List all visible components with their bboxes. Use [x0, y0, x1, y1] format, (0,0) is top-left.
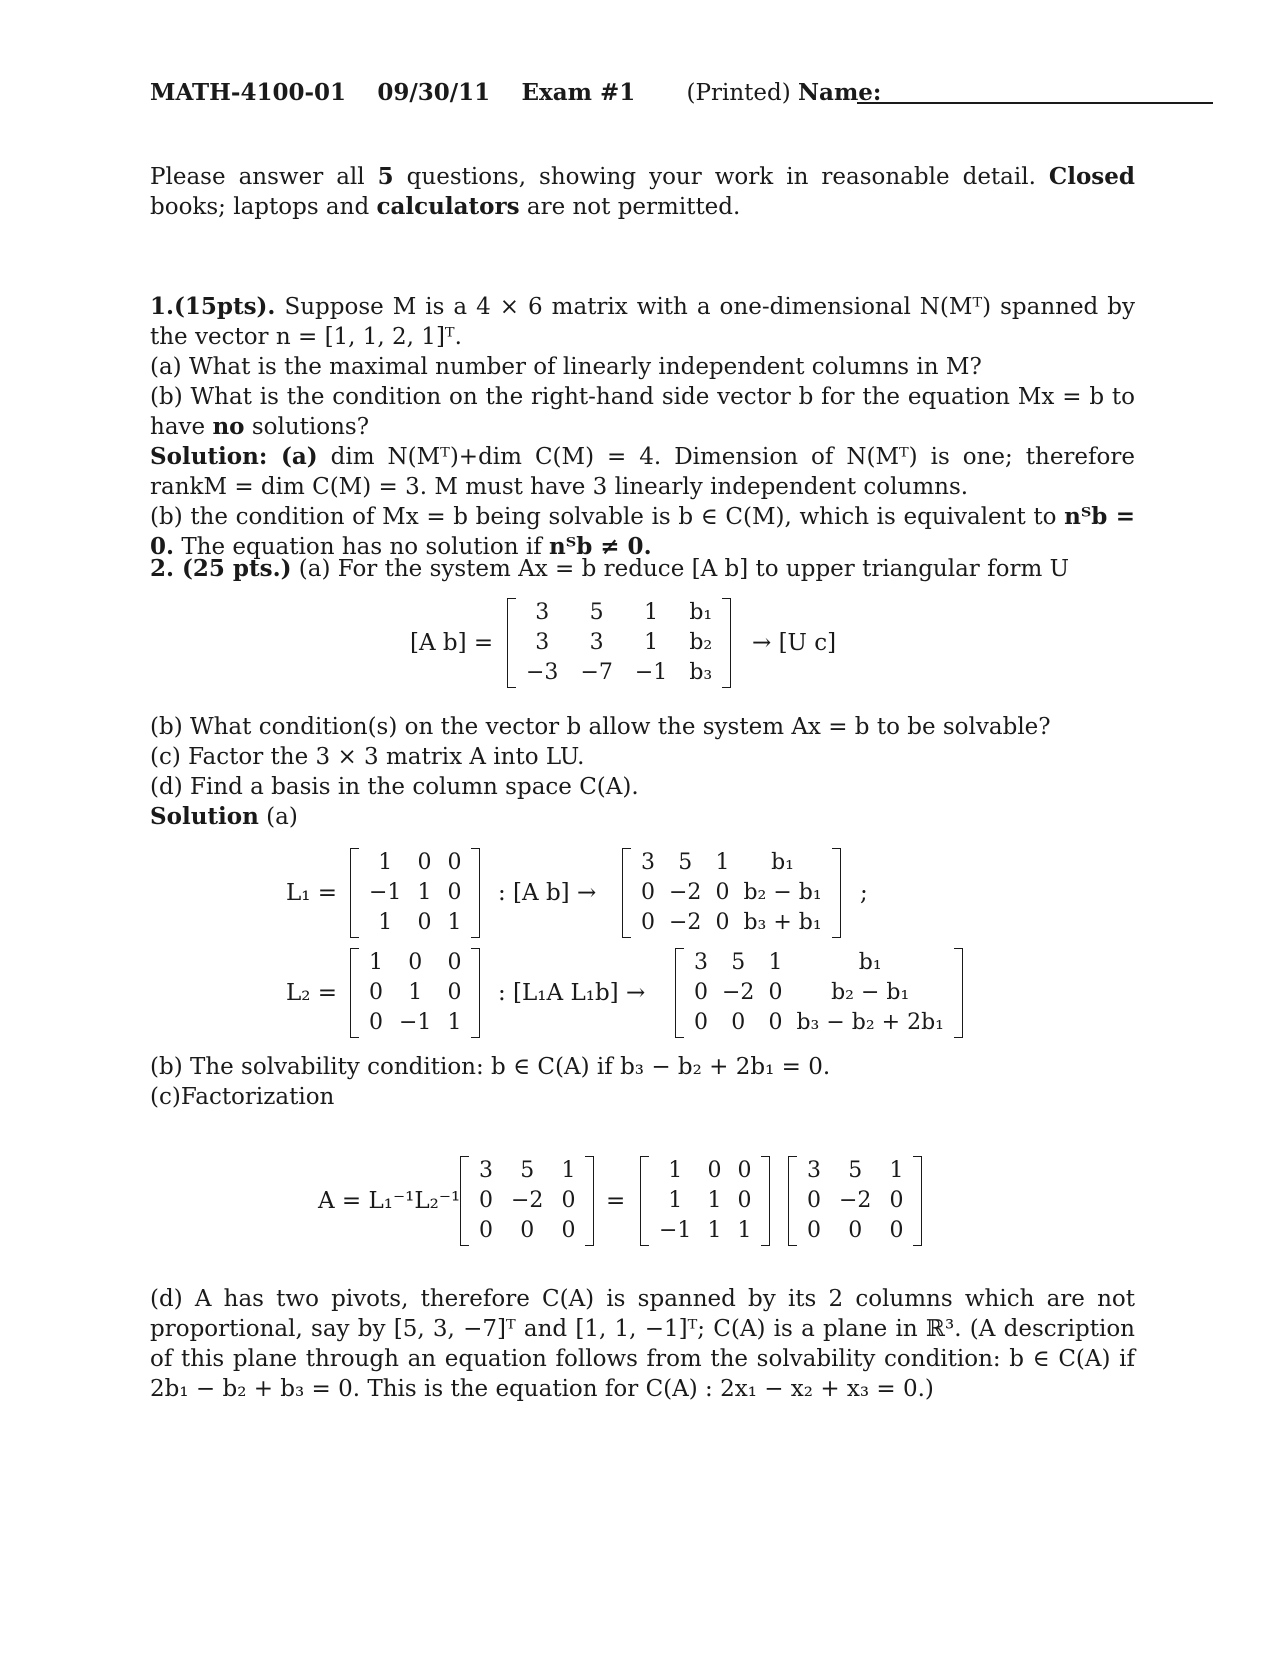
matrix-grid [516, 598, 722, 688]
uc-label: → [U c] [752, 630, 837, 656]
matrix-cell: 5 [848, 1158, 863, 1183]
name-label: Name: [798, 79, 882, 106]
matrix-cell: −1 [659, 1218, 692, 1243]
matrix-cell: b₁ [689, 600, 713, 625]
q1-solution-b-neq: nᵀb ≠ 0. [549, 533, 652, 560]
q1-statement: Suppose M is a 4 × 6 matrix with a one-dimensional N(Mᵀ) spanned by the vector n = [1, 1, 2, 1]ᵀ. [150, 294, 1135, 350]
matrix-cell: 0 [889, 1188, 904, 1213]
matrix-cell: b₂ − b₁ [743, 880, 822, 905]
instr-text: Please answer all [150, 164, 378, 190]
matrix-cell: 0 [369, 980, 383, 1005]
u-matrix [460, 1156, 594, 1246]
r2-matrix [675, 948, 963, 1038]
bracket-right [471, 948, 480, 1038]
matrix-grid [359, 848, 471, 938]
bracket-right [954, 948, 963, 1038]
matrix-cell: 0 [715, 880, 730, 905]
matrix-cell: 0 [369, 1010, 383, 1035]
matrix-cell: 0 [807, 1218, 821, 1243]
matrix-cell: b₂ − b₁ [831, 980, 910, 1005]
r1-matrix [622, 848, 841, 938]
matrix-cell: 0 [737, 1158, 752, 1183]
question-1 [150, 292, 1135, 562]
q2-intro: (a) For the system Ax = b reduce [A b] to upper triangular form U [291, 556, 1069, 582]
u2-matrix [788, 1156, 922, 1246]
matrix-cell: 1 [889, 1158, 904, 1183]
matrix-cell: 1 [668, 1188, 683, 1213]
matrix-cell: −2 [511, 1188, 544, 1213]
matrix-cell: 0 [561, 1218, 576, 1243]
matrix-cell: 1 [644, 600, 659, 625]
bracket-right [722, 598, 731, 688]
matrix-cell: 1 [369, 950, 383, 975]
exam-title: Exam #1 [521, 79, 636, 106]
bracket-left [507, 598, 516, 688]
bracket-left [788, 1156, 797, 1246]
matrix-cell: 5 [731, 950, 746, 975]
q1-solution-b-eq: nᵀb = 0. [150, 503, 1135, 560]
matrix-cell: 3 [479, 1158, 493, 1183]
l1-operation: : [A b] → [498, 880, 597, 906]
matrix-cell: 1 [768, 950, 783, 975]
q2-solution-d-block [150, 1284, 1135, 1404]
matrix-cell: 0 [417, 910, 432, 935]
course-code: MATH-4100-01 [150, 79, 347, 106]
l2-matrix [350, 948, 480, 1038]
matrix-grid [359, 948, 471, 1038]
instr-calculators: calculators [376, 193, 520, 220]
q2-part-d: (d) Find a basis in the column space C(A). [150, 774, 639, 800]
matrix-cell: 0 [715, 910, 730, 935]
bracket-right [761, 1156, 770, 1246]
matrix-cell: −1 [369, 880, 402, 905]
matrix-cell: 3 [807, 1158, 821, 1183]
q2-solution-bc [150, 1052, 1135, 1112]
matrix-cell: b₂ [689, 630, 713, 655]
matrix-cell: −2 [669, 910, 702, 935]
matrix-cell: 5 [678, 850, 693, 875]
instr-count: 5 [377, 163, 394, 190]
exam-date: 09/30/11 [377, 79, 491, 106]
bracket-left [640, 1156, 649, 1246]
q2-solution-b: (b) The solvability condition: b ∈ C(A) if b₃ − b₂ + 2b₁ = 0. [150, 1054, 831, 1080]
l1-label: L₁ = [286, 880, 338, 906]
matrix-cell: 1 [707, 1188, 722, 1213]
matrix-cell: 0 [479, 1218, 493, 1243]
q2-part-c: (c) Factor the 3 × 3 matrix A into LU. [150, 744, 585, 770]
bracket-right [913, 1156, 922, 1246]
equals-sign: = [606, 1188, 626, 1214]
bracket-left [350, 948, 359, 1038]
q2-solution-label: Solution [150, 803, 259, 830]
matrix-cell: 3 [641, 850, 655, 875]
matrix-cell: 1 [417, 880, 432, 905]
matrix-cell: 1 [715, 850, 730, 875]
augmented-matrix [507, 598, 731, 688]
bracket-right [832, 848, 841, 938]
instructions [150, 162, 1135, 222]
matrix-cell: 0 [807, 1188, 821, 1213]
matrix-cell: 0 [447, 850, 462, 875]
matrix-cell: 1 [561, 1158, 576, 1183]
matrix-cell: b₃ − b₂ + 2b₁ [796, 1010, 944, 1035]
matrix-grid [469, 1156, 585, 1246]
bracket-left [622, 848, 631, 938]
matrix-cell: 1 [707, 1218, 722, 1243]
matrix-cell: 0 [641, 910, 655, 935]
l-matrix [640, 1156, 770, 1246]
matrix-cell: −2 [669, 880, 702, 905]
matrix-cell: 3 [589, 630, 604, 655]
matrix-grid [797, 1156, 913, 1246]
matrix-grid [684, 948, 954, 1038]
matrix-cell: 0 [889, 1218, 904, 1243]
matrix-cell: 5 [589, 600, 604, 625]
bracket-right [471, 848, 480, 938]
q2-part-b: (b) What condition(s) on the vector b allow the system Ax = b to be solvable? [150, 714, 1051, 740]
matrix-cell: 0 [520, 1218, 535, 1243]
matrix-cell: 1 [644, 630, 659, 655]
matrix-cell: 0 [848, 1218, 863, 1243]
matrix-cell: 0 [561, 1188, 576, 1213]
bracket-left [350, 848, 359, 938]
q1-solution-b: (b) the condition of Mx = b being solvable is b ∈ C(M), which is equivalent to [150, 504, 1065, 530]
matrix-cell: 5 [520, 1158, 535, 1183]
name-blank-line[interactable] [857, 102, 1213, 104]
q1-no: no [212, 413, 245, 440]
matrix-cell: 3 [535, 630, 550, 655]
matrix-cell: 0 [447, 950, 462, 975]
matrix-cell: 0 [417, 850, 432, 875]
bracket-left [460, 1156, 469, 1246]
matrix-cell: 0 [694, 1010, 708, 1035]
matrix-cell: −7 [580, 660, 613, 685]
matrix-cell: b₃ [689, 660, 713, 685]
instr-text: questions, showing your work in reasonable detail. [393, 164, 1049, 190]
matrix-cell: 0 [768, 980, 783, 1005]
matrix-cell: 1 [378, 910, 393, 935]
q1-heading: 1.(15pts). [150, 293, 276, 320]
l2-label: L₂ = [286, 980, 338, 1006]
matrix-cell: 0 [447, 980, 462, 1005]
matrix-cell: 0 [707, 1158, 722, 1183]
matrix-cell: −3 [526, 660, 559, 685]
q1-part-b-end: solutions? [244, 414, 370, 440]
matrix-cell: 0 [408, 950, 423, 975]
l2-operation: : [L₁A L₁b] → [498, 980, 646, 1006]
exam-header [150, 78, 881, 108]
q1-part-b: (b) What is the condition on the right-hand side vector b for the equation Mx = b to have [150, 384, 1135, 440]
q2-heading: 2. (25 pts.) [150, 555, 292, 582]
l1-matrix [350, 848, 480, 938]
matrix-cell: 0 [447, 880, 462, 905]
q1-part-a: (a) What is the maximal number of linearly independent columns in M? [150, 354, 982, 380]
q1-solution-b2: The equation has no solution if [174, 534, 550, 560]
matrix-cell: −1 [399, 1010, 432, 1035]
matrix-cell: 0 [768, 1010, 783, 1035]
a-label: A = L₁⁻¹L₂⁻¹ [318, 1188, 461, 1214]
matrix-cell: 3 [535, 600, 550, 625]
q2-solution-d: (d) A has two pivots, therefore C(A) is spanned by its 2 columns which are not proportional, say by [5, 3, −7]ᵀ and [1, 1, −1]ᵀ; C(A) is a plane in ℝ³. (A description of this plane through an equation follows from the solvability condition: b ∈ C(A) if 2b₁ − b₂ + b₃ = 0. This is the equation for C(A) : 2x₁ − x₂ + x₃ = 0.) [150, 1286, 1135, 1402]
q1-solution-label: Solution: (a) [150, 443, 318, 470]
matrix-cell: 0 [479, 1188, 493, 1213]
matrix-grid [631, 848, 832, 938]
matrix-cell: 1 [408, 980, 423, 1005]
instr-closed: Closed [1048, 163, 1135, 190]
bracket-left [675, 948, 684, 1038]
r1-end: ; [860, 880, 868, 906]
bracket-right [585, 1156, 594, 1246]
q1-solution-a: dim N(Mᵀ)+dim C(M) = 4. Dimension of N(Mᵀ) is one; therefore rankM = dim C(M) = 3. M must have 3 linearly independent columns. [150, 444, 1136, 500]
ab-label: [A b] = [410, 630, 494, 656]
matrix-cell: 1 [737, 1218, 752, 1243]
matrix-cell: −2 [722, 980, 755, 1005]
matrix-cell: 1 [447, 910, 462, 935]
matrix-cell: 1 [378, 850, 393, 875]
q2-parts [150, 712, 1135, 832]
matrix-grid [649, 1156, 761, 1246]
instr-text: are not permitted. [519, 194, 741, 220]
matrix-cell: b₁ [771, 850, 794, 875]
printed-label: (Printed) [686, 80, 791, 106]
question-2 [150, 554, 1135, 584]
matrix-cell: 0 [737, 1188, 752, 1213]
matrix-cell: −2 [839, 1188, 872, 1213]
matrix-cell: −1 [634, 660, 668, 685]
matrix-cell: 0 [641, 880, 655, 905]
matrix-cell: 0 [694, 980, 708, 1005]
q2-solution-c: (c)Factorization [150, 1084, 335, 1110]
instr-text: books; laptops and [150, 194, 377, 220]
matrix-cell: b₁ [858, 950, 882, 975]
matrix-cell: 1 [447, 1010, 462, 1035]
q2-solution-a: (a) [258, 804, 298, 830]
matrix-cell: 1 [668, 1158, 683, 1183]
matrix-cell: 0 [731, 1010, 746, 1035]
matrix-cell: b₃ + b₁ [743, 910, 822, 935]
matrix-cell: 3 [694, 950, 708, 975]
